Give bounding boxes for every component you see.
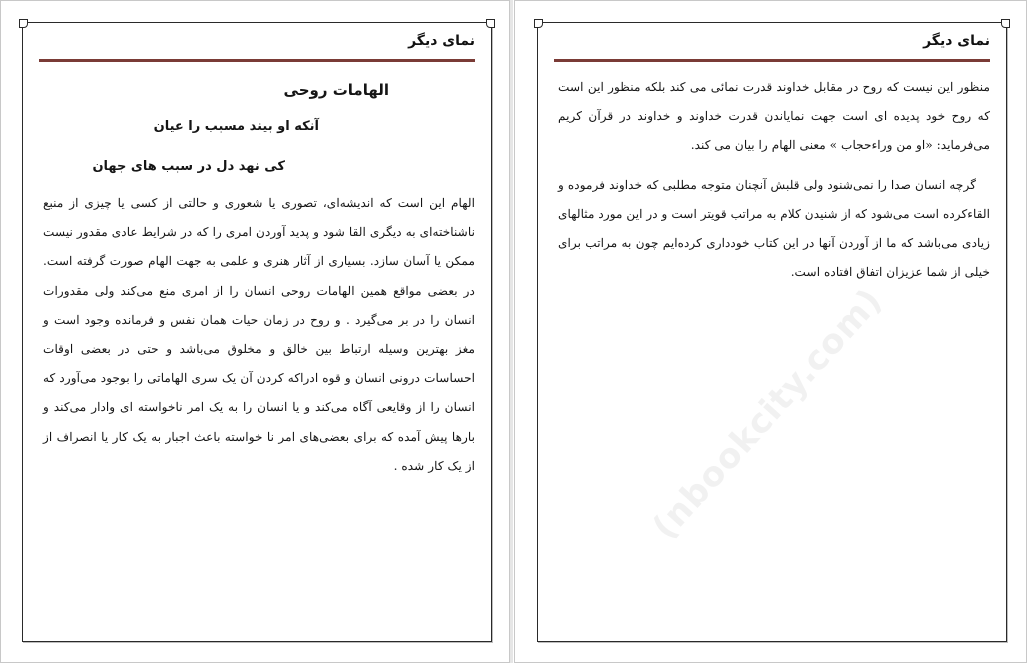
right-page-frame — [537, 22, 1007, 642]
frame-corner — [486, 19, 495, 28]
left-page-header: نمای دیگر — [408, 33, 475, 49]
body-paragraph: گرچه انسان صدا را نمی‌شنود ولی قلبش آنچنان متوجه مطلبی که خداوند فرموده و القاء‌کرده است می‌شود که از شنیدن کلام به مراتب قویتر است و در این مورد مثالهای زیادی می‌باشد که ما از آوردن آنها در این کتاب خودداری کرده‌ایم چون به مراتب برای خیلی از شما عزیزان اتفاق افتاده است. — [558, 177, 990, 280]
frame-corner — [1001, 19, 1010, 28]
body-paragraph: الهام این است که اندیشه‌ای، تصوری یا شعوری و حالتی از کسی یا چیزی از منبع ناشناخته‌ای به دیگری القا شود و پدید آوردن امری را که در شرایط عادی مقدور نیست ممکن یا آسان سازد. بسیاری از آثار هنری و علمی به جهت الهام صورت گرفته است. در بعضی مواقع همین الهامات روحی انسان را از امری منع می‌کند ولی مقدورات انسان را در بر می‌گیرد . و روح در زمان حیات همان نفس و فرمانده وجود است و مغز بهترین وسیله ارتباط بین خالق و مخلوق می‌باشد و حتی در بعضی اوقات احساسات درونی انسان و قوه ادراکه کردن آن یک سری الهاماتی را بوجود می‌آورد که انسان را از وقایعی آگاه می‌کند و یا انسان را به یک امر ناخواسته ای وادار می‌کند و بارها پیش آمده که برای بعضی‌های امر نا خواسته باعث اجبار به یک کار یا انصراف از از یک کار شده . — [43, 196, 475, 473]
frame-corner — [19, 19, 28, 28]
section-heading: الهامات روحی — [283, 81, 389, 99]
poem-verse-1: آنکه او بیند مسبب را عیان — [153, 119, 319, 134]
page-spine — [510, 0, 513, 663]
left-page-frame — [22, 22, 492, 642]
left-page-content — [43, 75, 475, 481]
watermark-text: (nbookcity.com) — [644, 280, 891, 548]
right-header-rule — [554, 59, 990, 62]
body-paragraph: منظور این نیست که روح در مقابل خداوند قدرت نمائی می کند بلکه منظور این است که روح خود پدیده ای است جهت نمایاندن قدرت خداوند و خداوند در قرآن کریم می‌فرماید: «او من وراء‌حجاب » معنی الهام را بیان می کند. — [558, 80, 990, 153]
frame-corner — [534, 19, 543, 28]
right-page-header: نمای دیگر — [923, 33, 990, 49]
right-page-content — [558, 73, 990, 287]
left-header-rule — [39, 59, 475, 62]
poem-verse-2: کی نهد دل در سبب های جهان — [92, 159, 285, 174]
